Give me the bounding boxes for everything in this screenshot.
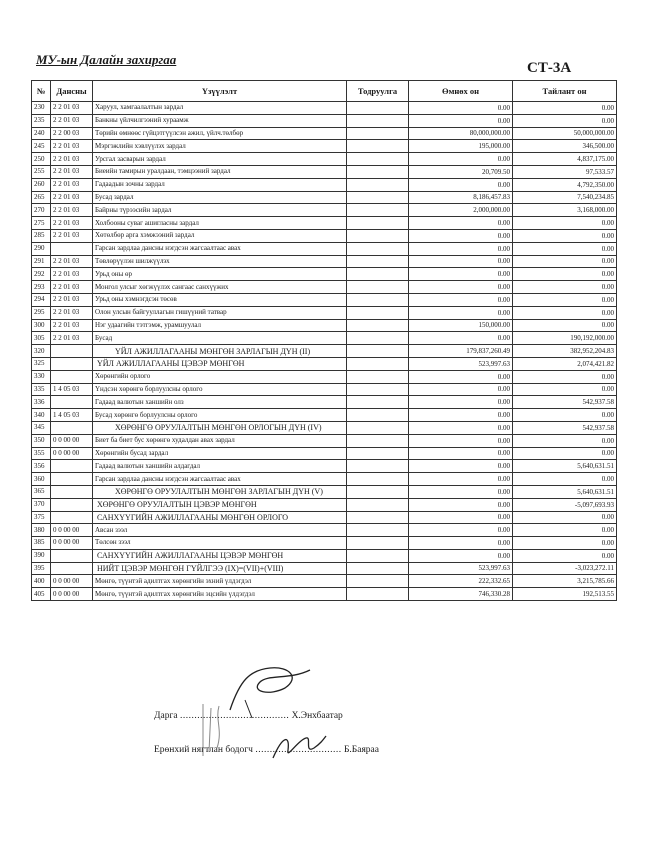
current-year-value: -5,097,693.93 [513, 498, 617, 511]
account-code: 2 2 01 03 [51, 140, 93, 153]
table-row [32, 178, 617, 191]
current-year-value: 542,937.58 [513, 396, 617, 409]
row-label: Урьд оны өр [93, 268, 347, 281]
account-code: 0 0 00 00 [51, 575, 93, 588]
row-number: 340 [32, 409, 51, 422]
row-label: Бусад хөрөнгө борлуулсны орлого [93, 409, 347, 422]
previous-year-value: 0.00 [409, 178, 513, 191]
account-code: 2 2 00 03 [51, 127, 93, 140]
row-note [347, 524, 409, 537]
table-row [32, 306, 617, 319]
row-note [347, 204, 409, 217]
previous-year-value: 20,709.50 [409, 165, 513, 178]
row-label: ХӨРӨНГӨ ОРУУЛАЛТЫН ЦЭВЭР МӨНГӨН [93, 498, 347, 511]
row-note [347, 332, 409, 345]
row-label: Гадаад валютын ханшийн алдагдал [93, 460, 347, 473]
previous-year-value: 0.00 [409, 242, 513, 255]
account-code [51, 370, 93, 383]
previous-year-value: 0.00 [409, 217, 513, 230]
previous-year-value: 0.00 [409, 549, 513, 562]
current-year-value: 346,500.00 [513, 140, 617, 153]
col-header-account: Дансны [51, 81, 93, 102]
previous-year-value: 0.00 [409, 498, 513, 511]
previous-year-value: 0.00 [409, 293, 513, 306]
account-code: 2 2 01 03 [51, 319, 93, 332]
table-row [32, 255, 617, 268]
table-row [32, 524, 617, 537]
row-number: 265 [32, 191, 51, 204]
director-dots: ...................................... [179, 711, 290, 721]
previous-year-value: 523,997.63 [409, 357, 513, 370]
previous-year-value: 222,332.65 [409, 575, 513, 588]
row-note [347, 114, 409, 127]
row-number: 255 [32, 165, 51, 178]
account-code: 2 2 01 03 [51, 165, 93, 178]
row-note [347, 293, 409, 306]
row-label: Мэргэжлийн хэвлүүлэх зардал [93, 140, 347, 153]
table-row [32, 537, 617, 550]
previous-year-value: 0.00 [409, 114, 513, 127]
row-label: Гадаадын зочны зардал [93, 178, 347, 191]
row-label: Банкны үйлчилгээний хураамж [93, 114, 347, 127]
row-label: Авсан зээл [93, 524, 347, 537]
account-code: 2 2 01 03 [51, 178, 93, 191]
previous-year-value: 80,000,000.00 [409, 127, 513, 140]
previous-year-value: 0.00 [409, 268, 513, 281]
row-label: Олон улсын байгууллагын гишүүний татвар [93, 306, 347, 319]
table-row [32, 217, 617, 230]
row-note [347, 434, 409, 447]
account-code [51, 473, 93, 486]
col-header-current-year: Тайлант он [513, 81, 617, 102]
row-label: Гарсан зардлаа дансны нэгдсэн жагсаалтаас авах [93, 242, 347, 255]
row-label: Монгол улсыг хөгжүүлэх сангаас санхүүжих [93, 281, 347, 294]
previous-year-value: 0.00 [409, 511, 513, 524]
row-number: 275 [32, 217, 51, 230]
current-year-value: 4,837,175.00 [513, 153, 617, 166]
col-header-previous-year: Өмнөх он [409, 81, 513, 102]
row-note [347, 281, 409, 294]
table-row [32, 114, 617, 127]
row-number: 380 [32, 524, 51, 537]
previous-year-value: 0.00 [409, 102, 513, 115]
account-code [51, 549, 93, 562]
row-note [347, 511, 409, 524]
row-label: Байрны түрээсийн зардал [93, 204, 347, 217]
director-title: Дарга [154, 711, 178, 721]
account-code [51, 396, 93, 409]
previous-year-value: 8,186,457.83 [409, 191, 513, 204]
form-code: СТ-3А [527, 60, 572, 76]
row-note [347, 383, 409, 396]
table-row [32, 370, 617, 383]
row-note [347, 229, 409, 242]
row-label: ХӨРӨНГӨ ОРУУЛАЛТЫН МӨНГӨН ОРЛОГЫН ДҮН (IV) [93, 421, 347, 434]
account-code [51, 242, 93, 255]
current-year-value: 542,937.58 [513, 421, 617, 434]
table-row [32, 383, 617, 396]
previous-year-value: 0.00 [409, 473, 513, 486]
row-note [347, 447, 409, 460]
previous-year-value: 0.00 [409, 524, 513, 537]
table-row [32, 345, 617, 358]
organization-title: МУ-ын Далайн захиргаа [36, 52, 177, 67]
previous-year-value: 195,000.00 [409, 140, 513, 153]
current-year-value: 2,074,421.82 [513, 357, 617, 370]
current-year-value: 0.00 [513, 447, 617, 460]
row-number: 260 [32, 178, 51, 191]
row-number: 325 [32, 357, 51, 370]
row-number: 270 [32, 204, 51, 217]
row-note [347, 319, 409, 332]
row-number: 345 [32, 421, 51, 434]
table-header-row [32, 81, 617, 102]
row-note [347, 153, 409, 166]
row-note [347, 549, 409, 562]
row-number: 235 [32, 114, 51, 127]
row-number: 356 [32, 460, 51, 473]
row-note [347, 268, 409, 281]
account-code: 2 2 01 03 [51, 255, 93, 268]
row-number: 375 [32, 511, 51, 524]
col-header-no: № [32, 81, 51, 102]
row-number: 370 [32, 498, 51, 511]
account-code: 0 0 00 00 [51, 588, 93, 601]
table-row [32, 473, 617, 486]
previous-year-value: 0.00 [409, 460, 513, 473]
current-year-value: 7,540,234.85 [513, 191, 617, 204]
row-number: 305 [32, 332, 51, 345]
table-row [32, 421, 617, 434]
row-number: 355 [32, 447, 51, 460]
account-code: 2 2 01 03 [51, 268, 93, 281]
row-number: 385 [32, 537, 51, 550]
row-label: САНХҮҮГИЙН АЖИЛЛАГААНЫ МӨНГӨН ОРЛОГО [93, 511, 347, 524]
table-row [32, 281, 617, 294]
row-label: Төрийн өмнөөс гүйцэтгүүлсэн ажил, үйлч.төлбөр [93, 127, 347, 140]
current-year-value: 3,168,000.00 [513, 204, 617, 217]
row-label: ҮЙЛ АЖИЛЛАГААНЫ ЦЭВЭР МӨНГӨН [93, 357, 347, 370]
account-code: 2 2 01 03 [51, 191, 93, 204]
previous-year-value: 150,000.00 [409, 319, 513, 332]
table-row [32, 332, 617, 345]
previous-year-value: 0.00 [409, 383, 513, 396]
current-year-value: 5,640,631.51 [513, 460, 617, 473]
row-label: Мөнгө, түүнтэй адилтгах хөрөнгийн эхний үлдэгдэл [93, 575, 347, 588]
current-year-value: 0.00 [513, 281, 617, 294]
current-year-value: 0.00 [513, 102, 617, 115]
table-row [32, 498, 617, 511]
accountant-signature-scribble [268, 730, 328, 765]
row-label: Мөнгө, түүнтэй адилтгах хөрөнгийн эцсийн үлдэгдэл [93, 588, 347, 601]
row-note [347, 421, 409, 434]
previous-year-value: 0.00 [409, 281, 513, 294]
row-note [347, 370, 409, 383]
row-note [347, 588, 409, 601]
row-label: Нэг удаагийн тэтгэмж, урамшуулал [93, 319, 347, 332]
current-year-value: 0.00 [513, 293, 617, 306]
row-label: Гадаад валютын ханшийн олз [93, 396, 347, 409]
account-code [51, 421, 93, 434]
row-note [347, 242, 409, 255]
row-note [347, 165, 409, 178]
previous-year-value: 0.00 [409, 447, 513, 460]
current-year-value: 0.00 [513, 409, 617, 422]
previous-year-value: 746,330.28 [409, 588, 513, 601]
row-label: Урьд оны хэмнэгдсэн төсөв [93, 293, 347, 306]
row-note [347, 306, 409, 319]
col-header-note: Тодруулга [347, 81, 409, 102]
table-row [32, 357, 617, 370]
table-row [32, 460, 617, 473]
current-year-value: 0.00 [513, 383, 617, 396]
account-code [51, 511, 93, 524]
table-row [32, 242, 617, 255]
row-number: 365 [32, 485, 51, 498]
row-number: 245 [32, 140, 51, 153]
previous-year-value: 0.00 [409, 485, 513, 498]
row-number: 335 [32, 383, 51, 396]
previous-year-value: 0.00 [409, 537, 513, 550]
current-year-value: 0.00 [513, 473, 617, 486]
row-number: 290 [32, 242, 51, 255]
previous-year-value: 0.00 [409, 434, 513, 447]
cash-flow-table [31, 80, 617, 601]
accountant-signature-line [154, 745, 379, 755]
accountant-dots: .............................. [255, 745, 342, 755]
row-number: 395 [32, 562, 51, 575]
previous-year-value: 179,837,260.49 [409, 345, 513, 358]
row-label: Төлсөн зээл [93, 537, 347, 550]
table-row [32, 268, 617, 281]
row-note [347, 473, 409, 486]
previous-year-value: 0.00 [409, 153, 513, 166]
row-number: 293 [32, 281, 51, 294]
previous-year-value: 0.00 [409, 370, 513, 383]
table-row [32, 140, 617, 153]
accountant-name: Б.Баяраа [343, 745, 379, 755]
row-note [347, 460, 409, 473]
row-note [347, 575, 409, 588]
table-row [32, 434, 617, 447]
table-row [32, 575, 617, 588]
row-label: Хөрөнгийн бусад зардал [93, 447, 347, 460]
current-year-value: 0.00 [513, 319, 617, 332]
previous-year-value: 0.00 [409, 306, 513, 319]
current-year-value: 0.00 [513, 370, 617, 383]
account-code: 0 0 00 00 [51, 447, 93, 460]
row-note [347, 255, 409, 268]
account-code: 2 2 01 03 [51, 114, 93, 127]
row-note [347, 537, 409, 550]
director-name: Х.Энхбаатар [291, 711, 343, 721]
row-label: Биеийн тамирын уралдаан, тэмцээний зардал [93, 165, 347, 178]
row-note [347, 562, 409, 575]
row-note [347, 217, 409, 230]
row-number: 294 [32, 293, 51, 306]
table-row [32, 204, 617, 217]
account-code: 1 4 05 03 [51, 409, 93, 422]
current-year-value: 0.00 [513, 268, 617, 281]
account-code: 2 2 01 03 [51, 217, 93, 230]
table-row [32, 229, 617, 242]
table-row [32, 511, 617, 524]
row-number: 400 [32, 575, 51, 588]
table-row [32, 409, 617, 422]
row-note [347, 127, 409, 140]
row-note [347, 191, 409, 204]
row-label: Холбооны суваг ашигласны зардал [93, 217, 347, 230]
table-row [32, 165, 617, 178]
account-code: 2 2 01 03 [51, 102, 93, 115]
table-row [32, 396, 617, 409]
current-year-value: 0.00 [513, 524, 617, 537]
row-note [347, 396, 409, 409]
current-year-value: 192,513.55 [513, 588, 617, 601]
row-label: Харуул, хамгаалалтын зардал [93, 102, 347, 115]
previous-year-value: 523,997.63 [409, 562, 513, 575]
row-label: САНХҮҮГИЙН АЖИЛЛАГААНЫ ЦЭВЭР МӨНГӨН [93, 549, 347, 562]
account-code: 2 2 01 03 [51, 204, 93, 217]
row-note [347, 345, 409, 358]
row-note [347, 498, 409, 511]
current-year-value: 3,215,785.66 [513, 575, 617, 588]
row-number: 405 [32, 588, 51, 601]
current-year-value: 0.00 [513, 511, 617, 524]
row-note [347, 485, 409, 498]
previous-year-value: 0.00 [409, 332, 513, 345]
account-code: 0 0 00 00 [51, 524, 93, 537]
col-header-indicator: Үзүүлэлт [93, 81, 347, 102]
table-row [32, 485, 617, 498]
row-number: 330 [32, 370, 51, 383]
row-note [347, 140, 409, 153]
current-year-value: 4,792,350.00 [513, 178, 617, 191]
account-code [51, 357, 93, 370]
account-code [51, 345, 93, 358]
current-year-value: 50,000,000.00 [513, 127, 617, 140]
current-year-value: 0.00 [513, 306, 617, 319]
row-number: 336 [32, 396, 51, 409]
previous-year-value: 0.00 [409, 255, 513, 268]
row-label: Бусад [93, 332, 347, 345]
account-code: 2 2 01 03 [51, 306, 93, 319]
current-year-value: 0.00 [513, 229, 617, 242]
account-code: 0 0 00 00 [51, 434, 93, 447]
row-number: 350 [32, 434, 51, 447]
row-label: Бусад зардал [93, 191, 347, 204]
row-note [347, 102, 409, 115]
account-code: 2 2 01 03 [51, 229, 93, 242]
table-row [32, 588, 617, 601]
row-number: 320 [32, 345, 51, 358]
row-label: Урсгал засварын зардал [93, 153, 347, 166]
previous-year-value: 0.00 [409, 396, 513, 409]
row-number: 285 [32, 229, 51, 242]
row-label: ХӨРӨНГӨ ОРУУЛАЛТЫН МӨНГӨН ЗАРЛАГЫН ДҮН (V) [93, 485, 347, 498]
account-code [51, 498, 93, 511]
previous-year-value: 0.00 [409, 229, 513, 242]
row-label: НИЙТ ЦЭВЭР МӨНГӨН ГҮЙЛГЭЭ (IX)=(VII)+(VIII) [93, 562, 347, 575]
row-label: ҮЙЛ АЖИЛЛАГААНЫ МӨНГӨН ЗАРЛАГЫН ДҮН (II) [93, 345, 347, 358]
current-year-value: 0.00 [513, 537, 617, 550]
account-code: 1 4 05 03 [51, 383, 93, 396]
account-code: 0 0 00 00 [51, 537, 93, 550]
row-number: 300 [32, 319, 51, 332]
account-code [51, 485, 93, 498]
row-label: Биет ба биет бус хөрөнгө худалдан авах зардал [93, 434, 347, 447]
table-row [32, 191, 617, 204]
previous-year-value: 2,000,000.00 [409, 204, 513, 217]
table-row [32, 127, 617, 140]
row-label: Гарсан зардлаа дансны нэгдсэн жагсаалтаас авах [93, 473, 347, 486]
row-number: 291 [32, 255, 51, 268]
previous-year-value: 0.00 [409, 421, 513, 434]
row-label: Хөтөлбөр арга хэмжээний зардал [93, 229, 347, 242]
row-note [347, 178, 409, 191]
account-code: 2 2 01 03 [51, 293, 93, 306]
table-row [32, 549, 617, 562]
row-number: 360 [32, 473, 51, 486]
row-label: Үндсэн хөрөнгө борлуулсны орлого [93, 383, 347, 396]
current-year-value: 0.00 [513, 434, 617, 447]
official-stamp [195, 700, 235, 760]
row-number: 230 [32, 102, 51, 115]
current-year-value: 0.00 [513, 255, 617, 268]
table-row [32, 153, 617, 166]
account-code [51, 460, 93, 473]
row-label: Хөрөнгийн орлого [93, 370, 347, 383]
row-number: 240 [32, 127, 51, 140]
account-code: 2 2 01 03 [51, 332, 93, 345]
current-year-value: 0.00 [513, 549, 617, 562]
row-note [347, 357, 409, 370]
account-code [51, 562, 93, 575]
row-number: 390 [32, 549, 51, 562]
row-label: Төвлөрүүлэн шилжүүлэх [93, 255, 347, 268]
table-row [32, 319, 617, 332]
current-year-value: 97,533.57 [513, 165, 617, 178]
table-row [32, 562, 617, 575]
accountant-title: Ерөнхий нягтлан бодогч [154, 745, 253, 755]
row-note [347, 409, 409, 422]
current-year-value: 190,192,000.00 [513, 332, 617, 345]
table-row [32, 293, 617, 306]
current-year-value: 0.00 [513, 242, 617, 255]
row-number: 295 [32, 306, 51, 319]
account-code: 2 2 01 03 [51, 153, 93, 166]
current-year-value: -3,023,272.11 [513, 562, 617, 575]
account-code: 2 2 01 03 [51, 281, 93, 294]
row-number: 292 [32, 268, 51, 281]
current-year-value: 0.00 [513, 114, 617, 127]
current-year-value: 382,952,204.83 [513, 345, 617, 358]
table-row [32, 447, 617, 460]
table-row [32, 102, 617, 115]
previous-year-value: 0.00 [409, 409, 513, 422]
current-year-value: 5,640,631.51 [513, 485, 617, 498]
row-number: 250 [32, 153, 51, 166]
current-year-value: 0.00 [513, 217, 617, 230]
